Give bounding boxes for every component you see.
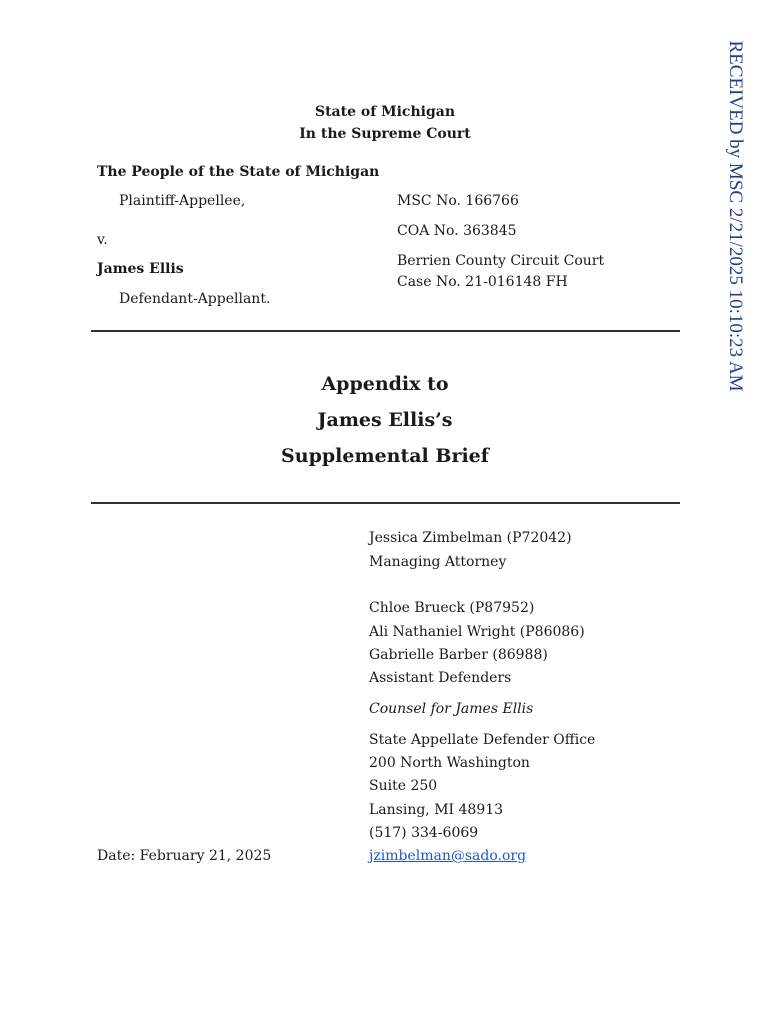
court-heading: In the Supreme Court <box>299 126 471 142</box>
attorney-name: Jessica Zimbelman (P72042) <box>369 530 572 546</box>
coa-number: COA No. 363845 <box>397 223 517 239</box>
defenders-title: Assistant Defenders <box>369 670 512 686</box>
case-number: Case No. 21-016148 FH <box>397 274 568 290</box>
title-line-1: Appendix to <box>321 373 449 395</box>
office-name: State Appellate Defender Office <box>369 732 596 748</box>
address-street: 200 North Washington <box>369 755 530 771</box>
defender-name: Gabrielle Barber (86988) <box>369 647 548 663</box>
email-link[interactable]: jzimbelman@sado.org <box>369 848 527 864</box>
defender-name: Chloe Brueck (P87952) <box>369 600 535 616</box>
phone-number: (517) 334-6069 <box>369 825 479 841</box>
address-city: Lansing, MI 48913 <box>369 802 504 818</box>
attorney-title: Managing Attorney <box>369 554 507 570</box>
title-line-3: Supplemental Brief <box>281 445 489 467</box>
top-divider <box>91 330 680 332</box>
bottom-divider <box>91 502 680 504</box>
defendant-name: James Ellis <box>97 261 184 277</box>
state-heading: State of Michigan <box>314 104 455 120</box>
msc-number: MSC No. 166766 <box>397 193 519 209</box>
plaintiff-role: Plaintiff-Appellee, <box>119 193 246 209</box>
title-line-2: James Ellis’s <box>317 409 453 431</box>
filing-date: Date: February 21, 2025 <box>97 848 272 864</box>
defendant-role: Defendant-Appellant. <box>119 291 271 307</box>
circuit-court: Berrien County Circuit Court <box>397 253 605 269</box>
plaintiff-name: The People of the State of Michigan <box>97 164 380 180</box>
received-stamp: RECEIVED by MSC 2/21/2025 10:10:23 AM <box>725 40 746 392</box>
counsel-for: Counsel for James Ellis <box>369 701 534 717</box>
versus-label: v. <box>97 232 108 248</box>
address-suite: Suite 250 <box>369 778 438 794</box>
defender-name: Ali Nathaniel Wright (P86086) <box>369 624 585 640</box>
